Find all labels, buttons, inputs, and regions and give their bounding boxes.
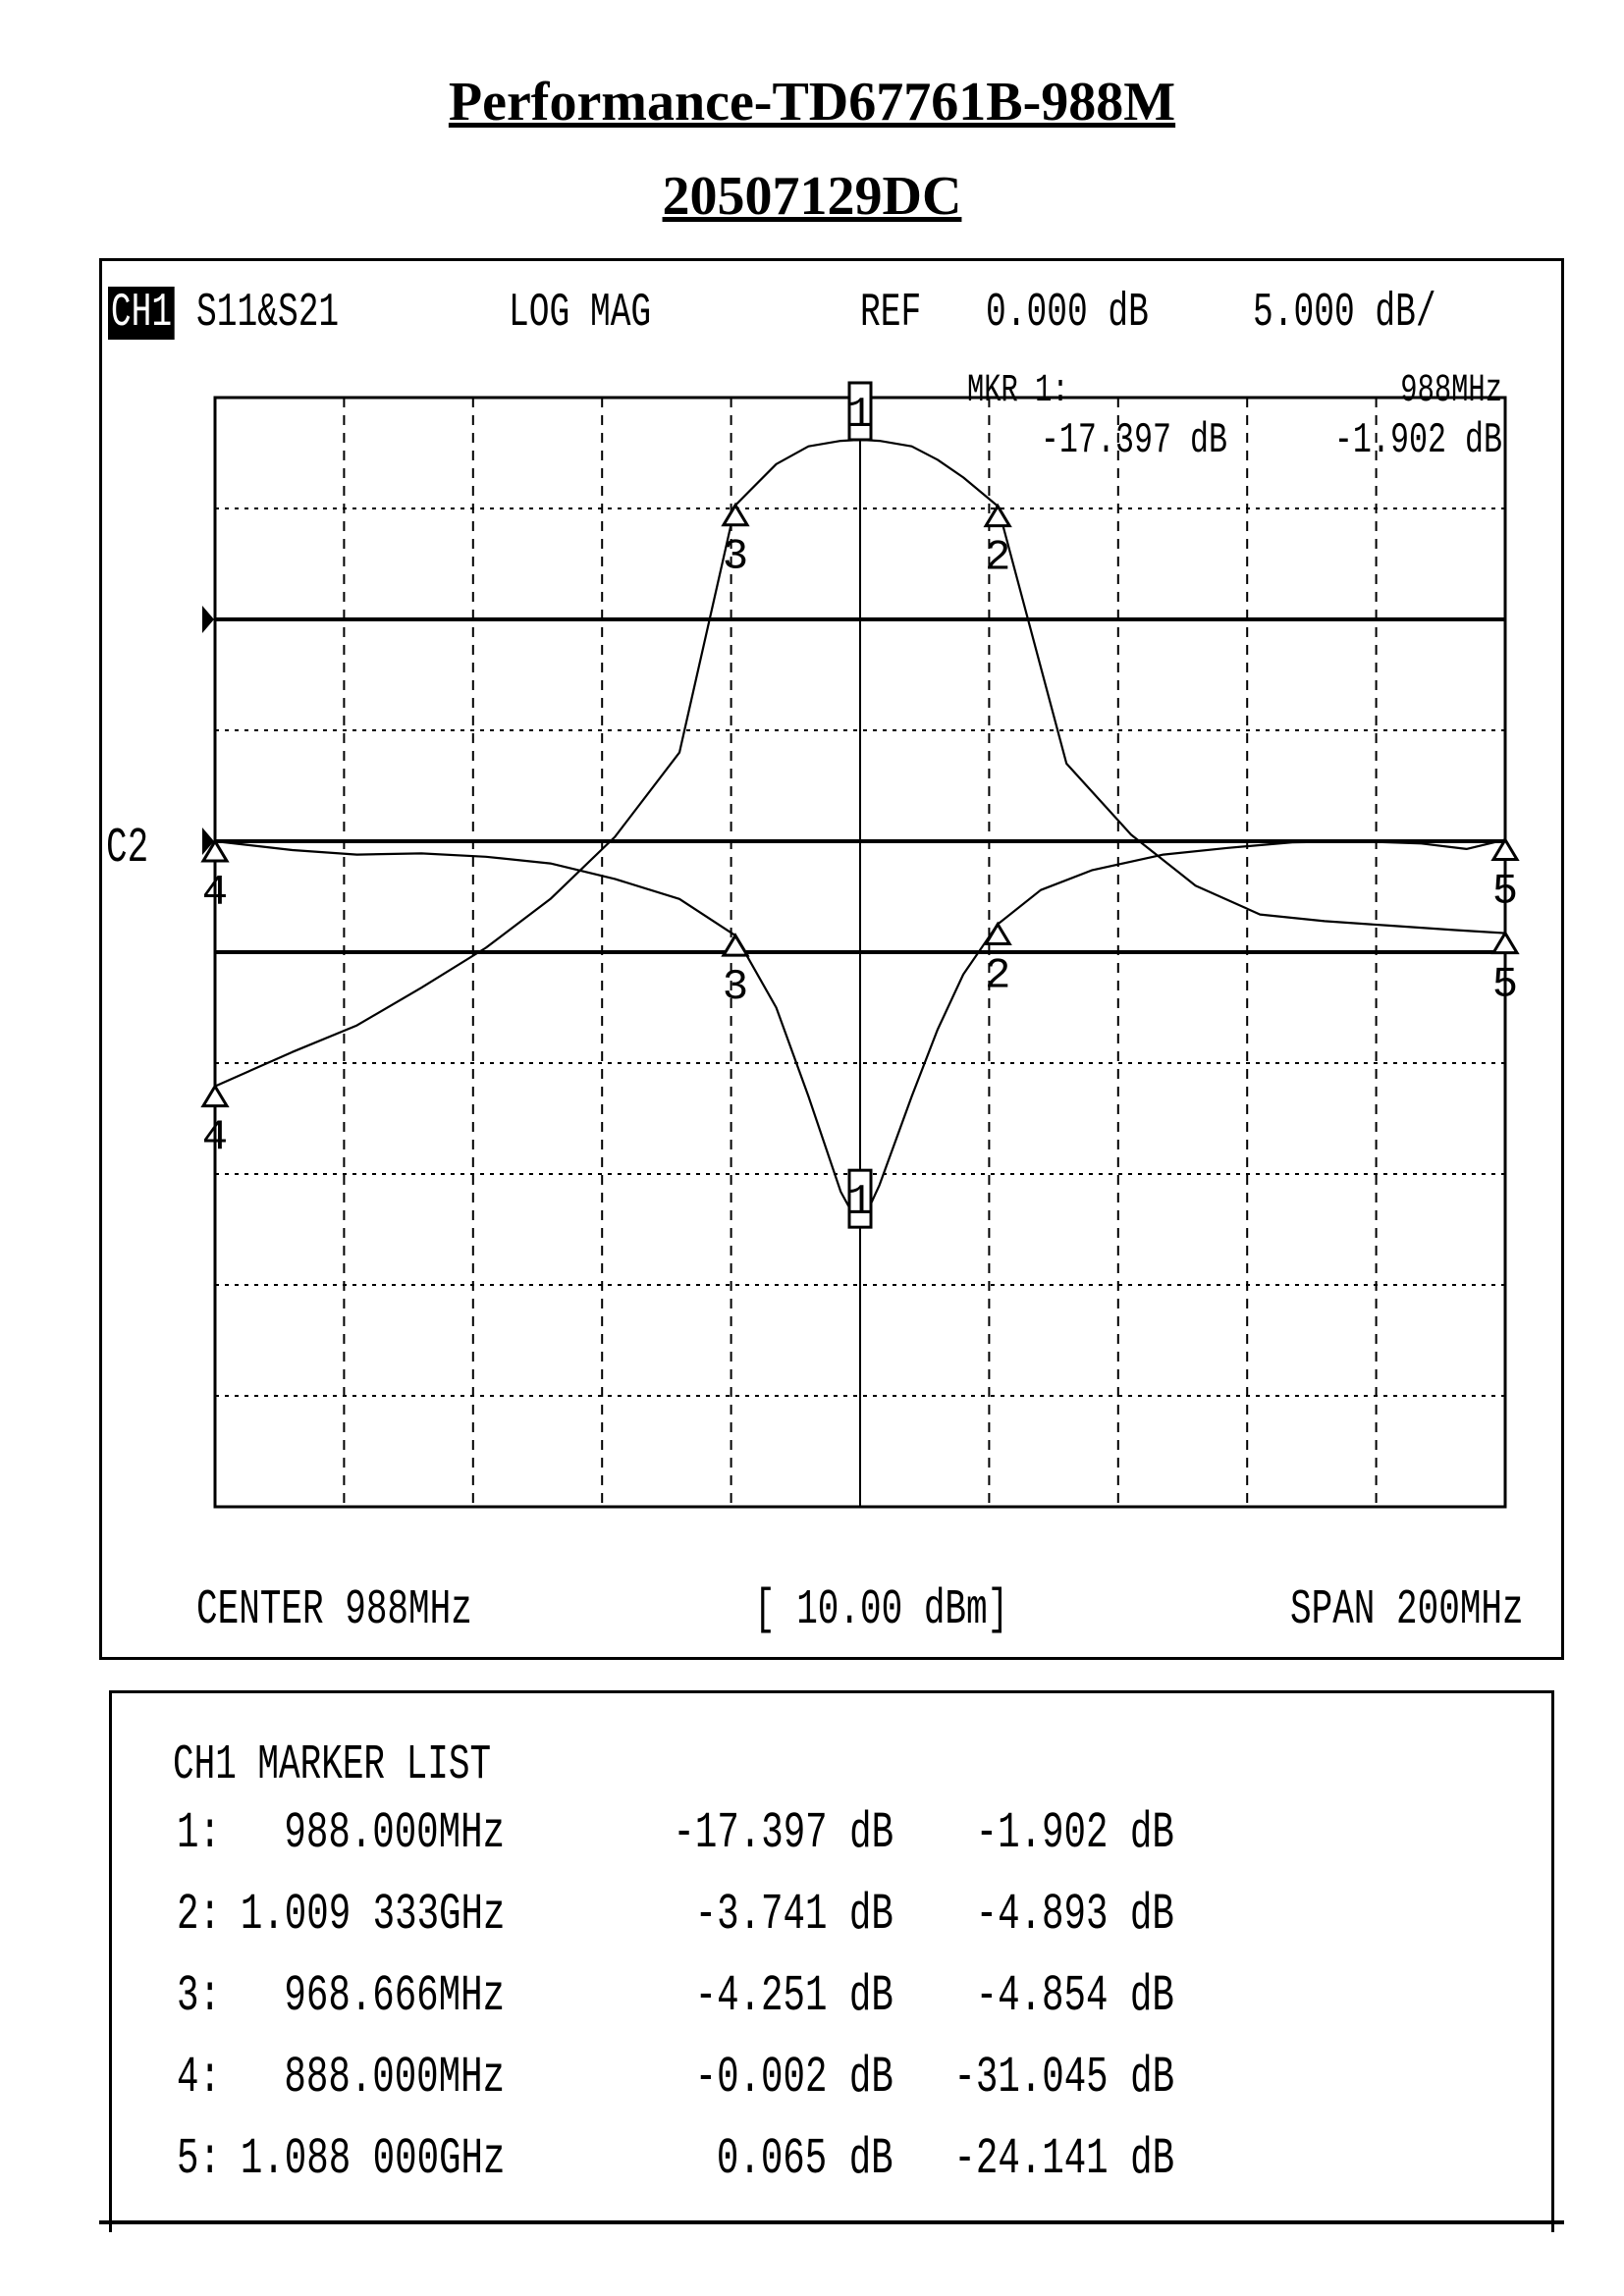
marker-triangle-icon — [724, 935, 747, 955]
marker-number: 5: — [177, 2130, 221, 2188]
marker-s21-value: -24.141 dB — [953, 2130, 1174, 2188]
marker-readout-label: MKR 1: — [967, 368, 1069, 413]
bottom-rule — [99, 2220, 1564, 2224]
marker-s21-value: -4.854 dB — [975, 1967, 1174, 2025]
marker-readout-s21: -1.902 dB — [1333, 415, 1502, 465]
marker-label: 3 — [722, 532, 749, 582]
table-row — [0, 2130, 1624, 2209]
marker-s21-value: -1.902 dB — [975, 1804, 1174, 1862]
marker-label: 4 — [201, 1113, 229, 1163]
marker-s21-value: -31.045 dB — [953, 2049, 1174, 2107]
channel2-label: C2 — [106, 821, 149, 878]
display-format: LOG MAG — [509, 287, 652, 340]
marker-s11-value: -3.741 dB — [694, 1886, 893, 1944]
marker-label: 5 — [1491, 867, 1519, 917]
channel-badge: CH1 — [108, 287, 175, 340]
reference-pointer-icon — [202, 606, 214, 633]
source-power: [ 10.00 dBm] — [754, 1582, 1009, 1638]
marker-s21-value: -4.893 dB — [975, 1886, 1174, 1944]
marker-triangle-icon — [203, 1087, 227, 1106]
marker-s11-value: -17.397 dB — [673, 1804, 893, 1862]
marker-label: 3 — [722, 963, 749, 1013]
marker-label: 1 — [846, 1178, 874, 1228]
marker-frequency: 968.666MHz — [284, 1967, 505, 2025]
marker-triangle-icon — [1493, 934, 1517, 953]
marker-s11-value: -4.251 dB — [694, 1967, 893, 2025]
marker-frequency: 1.009 333GHz — [240, 1886, 505, 1944]
marker-number: 2: — [177, 1886, 221, 1944]
document-subtitle: 20507129DC — [662, 166, 962, 227]
marker-label: 1 — [846, 390, 874, 440]
marker-number: 1: — [177, 1804, 221, 1862]
scale-value: 5.000 dB/ — [1253, 287, 1436, 340]
marker-number: 3: — [177, 1967, 221, 2025]
marker-number: 4: — [177, 2049, 221, 2107]
table-row — [0, 1967, 1624, 2046]
marker-label: 5 — [1491, 960, 1519, 1010]
marker-readout-frequency: 988MHz — [1400, 368, 1502, 413]
ref-label: REF — [860, 287, 922, 340]
marker-readout-s11: -17.397 dB — [1040, 415, 1227, 465]
measurement-params: S11&S21 — [196, 287, 340, 340]
marker-frequency: 988.000MHz — [284, 1804, 505, 1862]
ref-value: 0.000 dB — [986, 287, 1149, 340]
marker-s11-value: 0.065 dB — [717, 2130, 893, 2188]
marker-list-title: CH1 MARKER LIST — [173, 1737, 492, 1793]
marker-label: 4 — [201, 869, 229, 919]
table-row — [0, 1886, 1624, 1964]
document-title: Performance-TD67761B-988M — [448, 72, 1176, 133]
marker-label: 2 — [984, 533, 1011, 583]
table-row — [0, 1804, 1624, 1883]
center-frequency: CENTER 988MHz — [196, 1582, 472, 1638]
marker-s11-value: -0.002 dB — [694, 2049, 893, 2107]
marker-frequency: 1.088 000GHz — [240, 2130, 505, 2188]
marker-frequency: 888.000MHz — [284, 2049, 505, 2107]
frequency-span: SPAN 200MHz — [1290, 1582, 1524, 1638]
marker-label: 2 — [984, 951, 1011, 1001]
table-row — [0, 2049, 1624, 2127]
